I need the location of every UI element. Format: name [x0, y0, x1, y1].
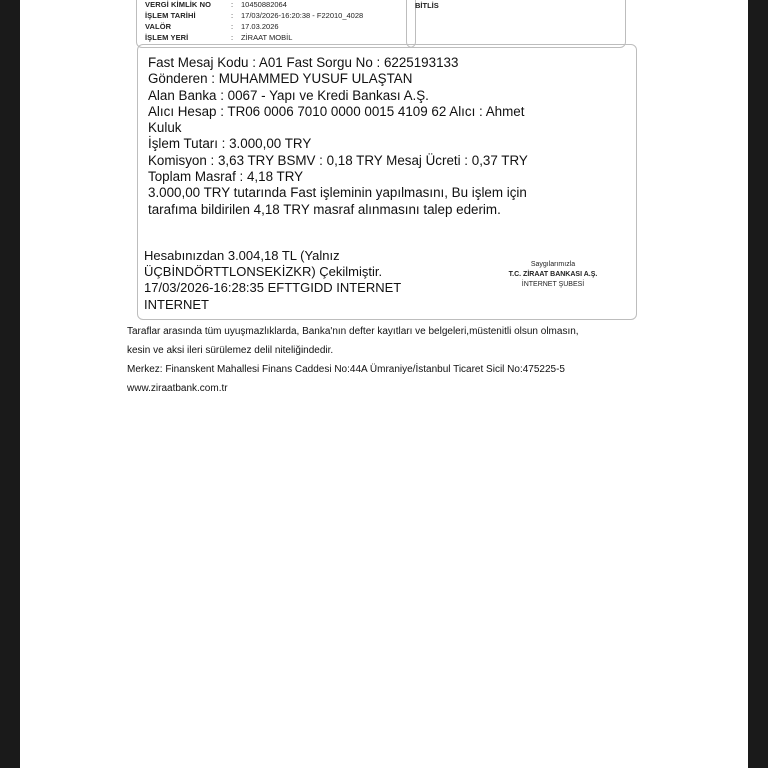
transaction-date-row: [145, 11, 363, 20]
transaction-place-label: İŞLEM YERİ: [145, 33, 189, 42]
consent-line-2: tarafıma bildirilen 4,18 TRY masraf alınmasını talep ederim.: [148, 201, 501, 217]
transaction-place-row: [145, 33, 292, 42]
withdrawal-line-1: Hesabınızdan 3.004,18 TL (Yalnız: [144, 248, 340, 263]
commission-line: Komisyon : 3,63 TRY BSMV : 0,18 TRY Mesaj Ücreti : 0,37 TRY: [148, 152, 528, 168]
withdrawal-line-2: ÜÇBİNDÖRTTLONSEKİZKR) Çekilmiştir.: [144, 264, 383, 280]
transaction-amount: İşlem Tutarı : 3.000,00 TRY: [148, 136, 312, 152]
signature-greeting: Saygılarımızla: [530, 261, 576, 268]
consent-line-1: 3.000,00 TRY tutarında Fast işleminin yapılmasını, Bu işlem için: [148, 185, 527, 201]
separator: :: [231, 11, 234, 20]
value-date-label: VALÖR: [145, 22, 172, 31]
tax-id-value: 10450882064: [241, 0, 287, 9]
footer-line-2: kesin ve aksi ileri sürülemez delil niteliğindedir.: [127, 345, 334, 356]
transaction-place-value: ZİRAAT MOBİL: [241, 33, 293, 42]
transaction-date-label: İŞLEM TARİHİ: [145, 11, 196, 20]
fast-message-code: Fast Mesaj Kodu : A01 Fast Sorgu No : 6225193133: [148, 55, 459, 70]
location-value: BİTLİS: [415, 1, 439, 10]
signature-block: [490, 260, 616, 290]
separator: :: [231, 33, 234, 42]
footer-line-1: Taraflar arasında tüm uyuşmazlıklarda, Banka'nın defter kayıtları ve belgeleri,müstenitli olsun olmasın,: [127, 326, 579, 337]
sender: Gönderen : MUHAMMED YUSUF ULAŞTAN: [148, 71, 413, 87]
withdrawal-line-3: 17/03/2026-16:28:35 EFTTGIDD INTERNET: [144, 280, 402, 296]
fast-message-text: [148, 55, 588, 218]
location-box: [406, 0, 626, 48]
footer-website: www.ziraatbank.com.tr: [127, 383, 228, 394]
tax-id-row: [145, 0, 287, 9]
recipient-name-cont: Kuluk: [148, 120, 182, 136]
footer-address: Merkez: Finanskent Mahallesi Finans Caddesi No:44A Ümraniye/İstanbul Ticaret Sicil No:475225-5: [127, 364, 565, 375]
value-date-value: 17.03.2026: [241, 22, 279, 31]
legal-footer: [127, 322, 667, 398]
transaction-date-value: 17/03/2026-16:20:38 - F22010_4028: [241, 11, 364, 20]
withdrawal-text: [144, 248, 464, 313]
separator: :: [231, 0, 234, 9]
withdrawal-line-4: INTERNET: [144, 296, 209, 312]
signature-branch: İNTERNET ŞUBESİ: [521, 281, 585, 288]
receiving-bank: Alan Banka : 0067 - Yapı ve Kredi Bankası A.Ş.: [148, 87, 429, 103]
signature-bank: T.C. ZİRAAT BANKASI A.Ş.: [508, 271, 598, 278]
tax-id-label: VERGİ KİMLİK NO: [145, 0, 212, 9]
transaction-info-box: [136, 0, 416, 48]
value-date-row: [145, 22, 279, 31]
total-fee: Toplam Masraf : 4,18 TRY: [148, 169, 304, 185]
receipt-page: [20, 0, 748, 768]
separator: :: [231, 22, 234, 31]
recipient-account: Alıcı Hesap : TR06 0006 7010 0000 0015 4109 62 Alıcı : Ahmet: [148, 103, 525, 119]
